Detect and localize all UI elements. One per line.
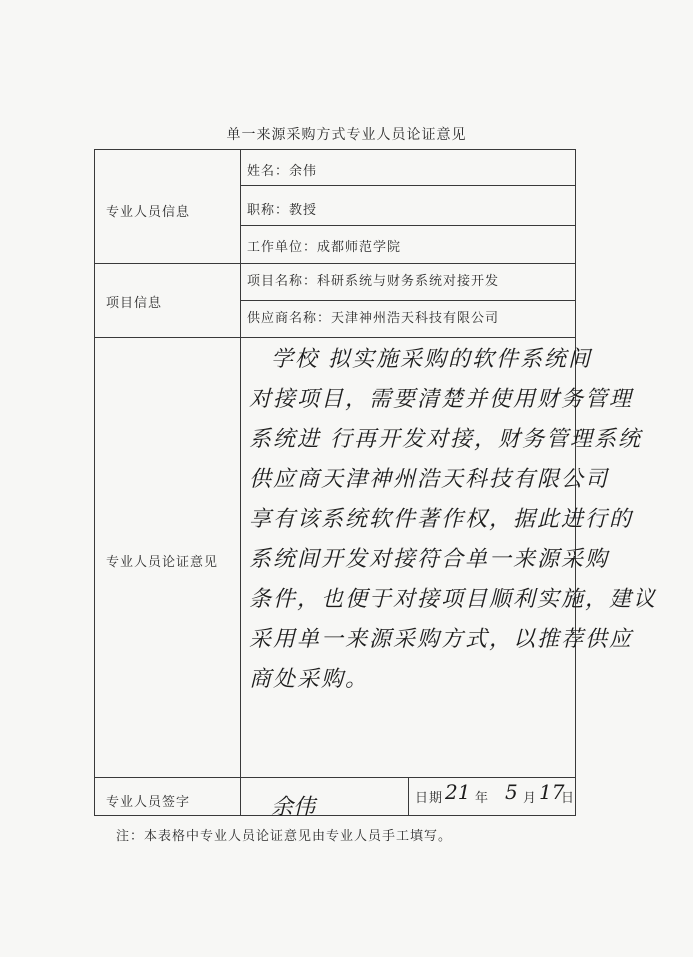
name-label: 姓名：: [247, 164, 290, 179]
handwritten-opinion: [249, 340, 658, 700]
employer-value: 成都师范学院: [317, 240, 402, 255]
section-divider: [95, 263, 575, 264]
employer-field: [247, 236, 401, 255]
handwritten-line: 供应商天津神州浩天科技有限公司: [249, 467, 610, 492]
handwritten-line: 商处采购。: [249, 667, 370, 692]
handwritten-line: 对接项目，需要清楚并使用财务管理: [249, 387, 634, 412]
opinion-label: 专业人员论证意见: [106, 555, 219, 570]
column-divider: [240, 150, 241, 815]
handwritten-signature: 余伟: [271, 795, 316, 820]
employer-label: 工作单位：: [247, 240, 318, 255]
day-unit: 日: [561, 791, 576, 806]
supplier-value: 天津神州浩天科技有限公司: [331, 311, 500, 326]
title-field: [247, 199, 317, 218]
handwritten-line: 条件，也便于对接项目顺利实施，建议: [249, 587, 658, 612]
row-divider: [241, 185, 575, 186]
month-unit: 月: [523, 791, 538, 806]
name-value: 余伟: [289, 164, 318, 179]
row-divider: [241, 225, 575, 226]
supplier-label: 供应商名称：: [247, 311, 332, 326]
handwritten-line: 学校 拟实施采购的软件系统间: [271, 347, 592, 372]
year-unit: 年: [475, 791, 490, 806]
expert-info-label: 专业人员信息: [106, 205, 191, 220]
page-title: 单一来源采购方式专业人员论证意见: [226, 127, 467, 143]
name-field: [247, 160, 317, 179]
title-value: 教授: [289, 203, 318, 218]
date-day: 17: [539, 780, 565, 804]
date-label: 日期: [415, 791, 444, 806]
certification-form: [94, 149, 658, 820]
handwritten-line: 采用单一来源采购方式，以推荐供应: [249, 627, 634, 652]
date-year: 21: [445, 780, 471, 804]
signature-label: 专业人员签字: [106, 795, 191, 810]
project-info-label: 项目信息: [106, 296, 163, 311]
date-month: 5: [505, 780, 518, 804]
title-label: 职称：: [247, 203, 290, 218]
handwritten-line: 系统间开发对接符合单一来源采购: [249, 547, 610, 572]
date-field: [409, 778, 576, 816]
footnote: 注：本表格中专业人员论证意见由专业人员手工填写。: [116, 829, 453, 844]
supplier-field: [247, 307, 499, 326]
handwritten-line: 享有该系统软件著作权，据此进行的: [249, 507, 634, 532]
project-name-field: [247, 270, 499, 289]
handwritten-line: 系统进 行再开发对接，财务管理系统: [249, 427, 642, 452]
row-divider: [241, 300, 575, 301]
project-name-value: 科研系统与财务系统对接开发: [317, 274, 500, 289]
project-name-label: 项目名称：: [247, 274, 318, 289]
section-divider: [95, 337, 575, 338]
